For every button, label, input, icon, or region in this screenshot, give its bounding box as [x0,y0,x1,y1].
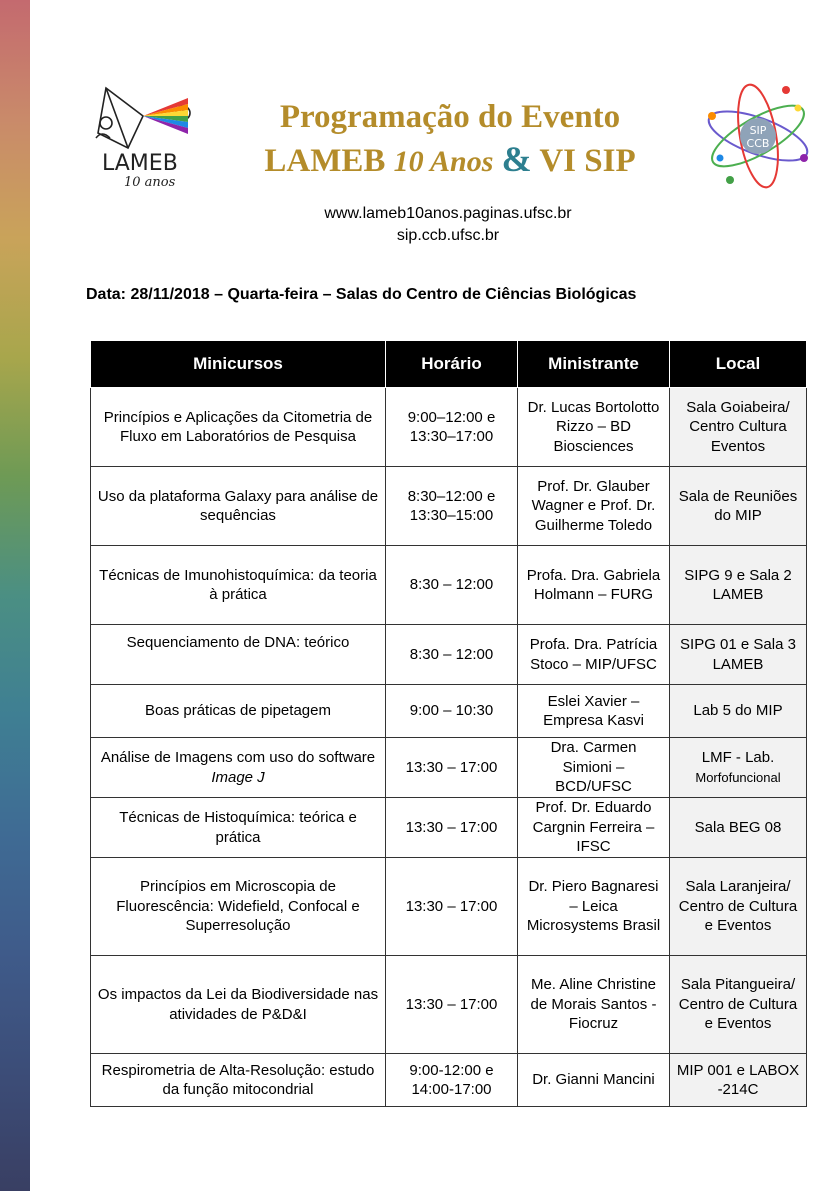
cell-curso: Técnicas de Histoquímica: teórica e prática [91,798,386,858]
table-row [91,625,807,685]
cell-ministrante: Eslei Xavier – Empresa Kasvi [518,685,670,738]
logo-right-text-sip: SIP [749,124,767,137]
cell-horario: 8:30 – 12:00 [386,546,518,625]
cell-curso: Uso da plataforma Galaxy para análise de sequências [91,467,386,546]
cell-ministrante: Profa. Dra. Gabriela Holmann – FURG [518,546,670,625]
cell-ministrante: Me. Aline Christine de Morais Santos - Fiocruz [518,956,670,1054]
event-title [210,96,690,183]
cell-local: Sala BEG 08 [670,798,807,858]
table-row [91,388,807,467]
cell-curso-italic: Image J [211,768,265,786]
cell-ministrante: Dr. Gianni Mancini [518,1054,670,1107]
event-urls [220,203,676,247]
table-row [91,798,807,858]
cell-ministrante: Dr. Lucas Bortolotto Rizzo – BD Biosciences [518,388,670,467]
schedule-table [90,340,807,1107]
table-row [91,738,807,798]
logo-left-text: LAMEB [102,151,178,176]
table-header-row [91,341,807,388]
url-lameb[interactable]: www.lameb10anos.paginas.ufsc.br [324,205,572,222]
title-line-2 [210,138,690,183]
cell-curso: Princípios em Microscopia de Fluorescência: Widefield, Confocal e Superresolução [91,858,386,956]
lameb-logo [88,78,198,193]
table-row [91,1054,807,1107]
table-row [91,467,807,546]
title-sip: VI SIP [539,143,636,179]
title-lameb: LAMEB [264,143,386,179]
header-local: Local [670,341,807,388]
cell-curso: Sequenciamento de DNA: teórico [91,625,386,685]
cell-local: SIPG 01 e Sala 3 LAMEB [670,625,807,685]
logo-left-subtext: 10 anos [124,175,176,190]
logo-right-text-ccb: CCB [746,137,770,150]
cell-ministrante: Dr. Piero Bagnaresi – Leica Microsystems Brasil [518,858,670,956]
table-row [91,956,807,1054]
cell-horario: 9:00 – 10:30 [386,685,518,738]
cell-ministrante: Profa. Dra. Patrícia Stoco – MIP/UFSC [518,625,670,685]
cell-curso: Técnicas de Imunohistoquímica: da teoria à prática [91,546,386,625]
cell-horario: 13:30 – 17:00 [386,738,518,798]
cell-local-line-1: LMF - Lab. [701,749,775,766]
cell-horario: 9:00-12:00 e 14:00-17:00 [386,1054,518,1107]
title-ampersand: & [501,139,532,179]
cell-curso: Respirometria de Alta-Resolução: estudo da função mitocondrial [91,1054,386,1107]
cell-horario: 13:30 – 17:00 [386,798,518,858]
cell-local [670,738,807,798]
date-line: Data: 28/11/2018 – Quarta-feira – Salas do Centro de Ciências Biológicas [86,286,637,303]
title-line-1: Programação do Evento [279,99,621,135]
sip-ccb-logo [700,78,815,198]
cell-curso: Boas práticas de pipetagem [91,685,386,738]
cell-curso: Princípios e Aplicações da Citometria de Fluxo em Laboratórios de Pesquisa [91,388,386,467]
cell-local: Sala de Reuniões do MIP [670,467,807,546]
header-ministrante: Ministrante [518,341,670,388]
logo-prism-shape [98,88,143,148]
table-row [91,685,807,738]
cell-local: Lab 5 do MIP [670,685,807,738]
cell-horario: 13:30 – 17:00 [386,858,518,956]
cell-ministrante: Dra. Carmen Simioni – BCD/UFSC [518,738,670,798]
cell-curso [91,738,386,798]
cell-local: MIP 001 e LABOX -214C [670,1054,807,1107]
cell-curso: Os impactos da Lei da Biodiversidade nas atividades de P&D&I [91,956,386,1054]
cell-horario: 9:00–12:00 e 13:30–17:00 [386,388,518,467]
header-horario: Horário [386,341,518,388]
cell-horario: 8:30–12:00 e 13:30–15:00 [386,467,518,546]
cell-local: SIPG 9 e Sala 2 LAMEB [670,546,807,625]
cell-local-line-2: Morfofuncional [695,769,781,785]
cell-ministrante: Prof. Dr. Eduardo Cargnin Ferreira – IFSC [518,798,670,858]
table-row [91,546,807,625]
title-anos: 10 Anos [393,145,494,178]
header-minicursos: Minicursos [91,341,386,388]
decorative-side-strip [0,0,30,1191]
cell-local: Sala Goiabeira/ Centro Cultura Eventos [670,388,807,467]
table-row [91,858,807,956]
cell-local: Sala Pitangueira/ Centro de Cultura e Eventos [670,956,807,1054]
cell-ministrante: Prof. Dr. Glauber Wagner e Prof. Dr. Guilherme Toledo [518,467,670,546]
cell-horario: 8:30 – 12:00 [386,625,518,685]
url-sip[interactable]: sip.ccb.ufsc.br [396,227,500,244]
cell-horario: 13:30 – 17:00 [386,956,518,1054]
cell-curso-text: Análise de Imagens com uso do software [100,749,376,766]
cell-local: Sala Laranjeira/ Centro de Cultura e Eventos [670,858,807,956]
